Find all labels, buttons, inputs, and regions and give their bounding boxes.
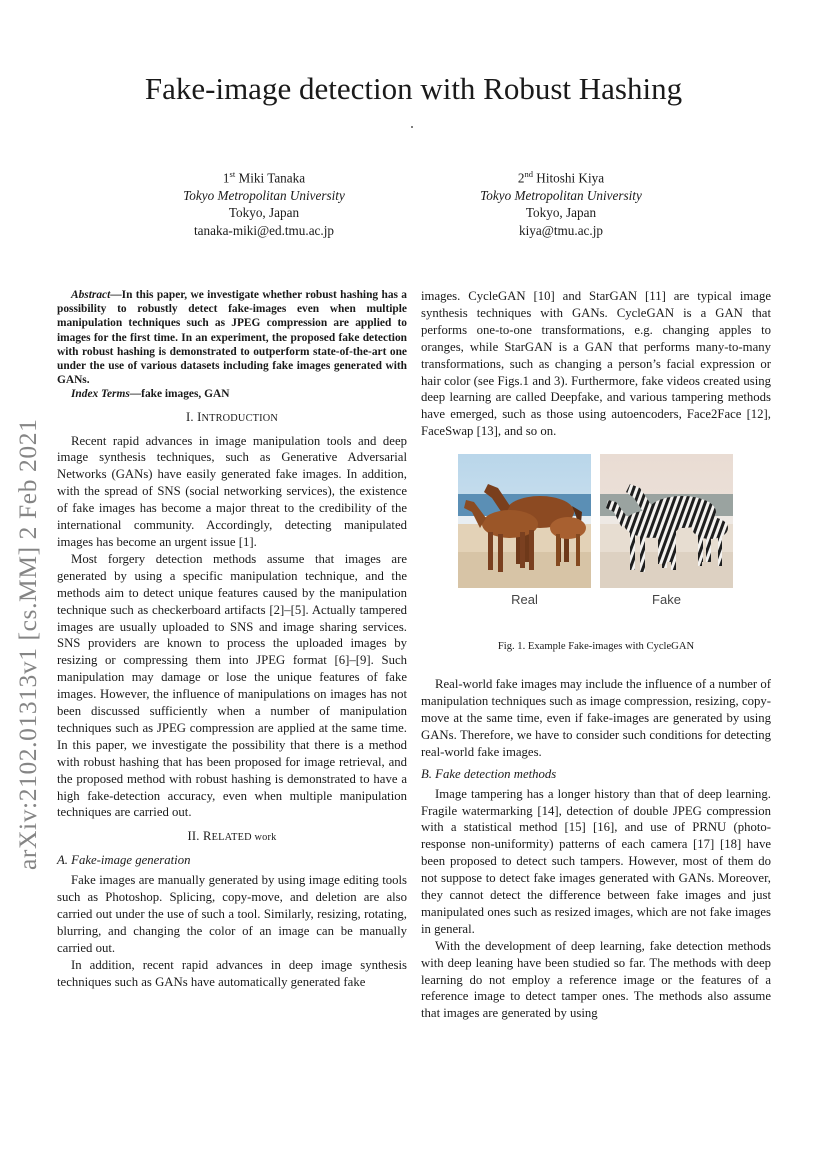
author-1-email: tanaka-miki@ed.tmu.ac.jp [194, 222, 334, 238]
figure-1 [421, 454, 771, 664]
related-paragraph-1: Fake images are manually generated by using image editing tools such as Photoshop. Splicing, copy-move, and deletion are also carried out under the use of such a tool. Similarly, resizing, rotating, blurring, and changing the color of an image can be manually carried out. [57, 873, 407, 955]
real-horses-image [458, 454, 591, 588]
author-2: 2nd Hitoshi Kiya Tokyo Metropolitan University Tokyo, Japan kiya@tmu.ac.jp [411, 166, 711, 239]
author-2-affiliation: Tokyo Metropolitan University [480, 187, 642, 203]
author-2-email: kiya@tmu.ac.jp [519, 222, 603, 238]
left-column [57, 288, 407, 991]
right-column [421, 288, 771, 1022]
paper-title: Fake-image detection with Robust Hashing [144, 71, 683, 106]
arxiv-stamp: arXiv:2102.01313v1 [cs.MM] 2 Feb 2021 [13, 418, 42, 870]
title-dot [411, 126, 413, 128]
author-1: 1st Miki Tanaka Tokyo Metropolitan University Tokyo, Japan tanaka-miki@ed.tmu.ac.jp [114, 166, 414, 239]
right-paragraph-1: images. CycleGAN [10] and StarGAN [11] are typical image synthesis techniques with GANs. CycleGAN is a GAN that performs one-to-one transformations, e.g. changing apples to oranges, while StarGAN is a GAN that performs many-to-many transformations, such as changing a person’s facial expression or hair color (see Figs.1 and 3). Furthermore, fake videos created using deep learning are called Deepfake, and various tampering methods have emerged, such as those using autoencoders, Face2Face [12], FaceSwap [13], and so on. [421, 289, 771, 439]
right-paragraph-2: Real-world fake images may include the influence of a number of manipulation techniques such as image compression, resizing, copy-move at the same time, even if fake-images are generated by using GANs. Therefore, we have to consider such conditions for detecting real-world fake images. [421, 677, 771, 759]
fake-detection-paragraph-1: Image tampering has a longer history than that of deep learning. Fragile watermarking [14], detection of double JPEG compression with a statistical method [15] [16], and use of PRNU (photo-response non-uniformity) patterns of each camera [17] [18] have been proposed to detect such tampers. However, most of them do not suppose to detect fake images generated with GANs. Moreover, they cannot detect the difference between fake images and just manipulated ones such as resized images, which are not fake images in general. [421, 786, 771, 936]
section-heading-related-work: II. RELATED work [187, 829, 277, 844]
author-1-affiliation: Tokyo Metropolitan University [183, 187, 345, 203]
figure-label-real: Real [511, 592, 538, 608]
index-terms: Index Terms—fake images, GAN [71, 388, 230, 401]
author-1-name: Miki Tanaka [238, 170, 306, 186]
author-1-location: Tokyo, Japan [228, 205, 300, 221]
subsection-heading-b: B. Fake detection methods [421, 766, 557, 781]
section-heading-introduction: I. INTRODUCTION [185, 409, 279, 424]
author-2-name: Hitoshi Kiya [536, 170, 605, 186]
author-2-location: Tokyo, Japan [525, 205, 597, 221]
fake-detection-paragraph-2: With the development of deep learning, fake detection methods with deep leaning have been studied so far. The methods with deep learning do not employ a reference image or the features of a reference image to detect tamper ones. The methods also assume that images are generated by using [421, 938, 771, 1021]
figure-caption: Fig. 1. Example Fake-images with CycleGAN [497, 641, 695, 653]
fake-zebras-image [600, 454, 733, 588]
abstract: Abstract—In this paper, we investigate whether robust hashing has a possibility to robustly detect fake-images even when multiple manipulation techniques such as JPEG compression are applied to images for the first time. In an experiment, the proposed fake detection with robust hashing is demonstrated to outperform state-of-the-art one under the use of various datasets including fake images generated with GANs. [57, 289, 407, 387]
figure-label-fake: Fake [652, 592, 681, 608]
subsection-heading-a: A. Fake-image generation [57, 853, 191, 868]
related-paragraph-2: In addition, recent rapid advances in deep image synthesis techniques such as GANs have automatically generated fake [57, 957, 407, 989]
intro-paragraph-2: Most forgery detection methods assume that images are generated by using a specific manipulation technique, and the methods aim to detect unique features caused by the manipulation technique such as checkerboard artifacts [2]–[5]. Actually tampered images are usually uploaded to SNS and image sharing services. SNS providers are known to process the uploaded images by resizing or compressing them into JPEG format [6]–[9]. Such manipulation may damage or lose the unique features of fake images. However, the influence of manipulations on images has not been discussed sufficiently when a number of manipulation techniques such as JPEG compression are applied at the same time. In this paper, we investigate the possibility that there is a method with robust hashing that has been proposed for image retrieval, and the proposed method with robust hashing is demonstrated to have a high fake-detection accuracy, even when multiple manipulation techniques are carried out. [57, 551, 407, 820]
intro-paragraph-1: Recent rapid advances in image manipulation tools and deep image synthesis techniques, such as Generative Adversarial Networks (GANs) have easily generated fake images. In addition, with the spread of SNS (social networking services), the existence of fake images has become a major threat to the credibility of the international community. Accordingly, detecting manipulated images has become an urgent issue [1]. [57, 433, 407, 549]
